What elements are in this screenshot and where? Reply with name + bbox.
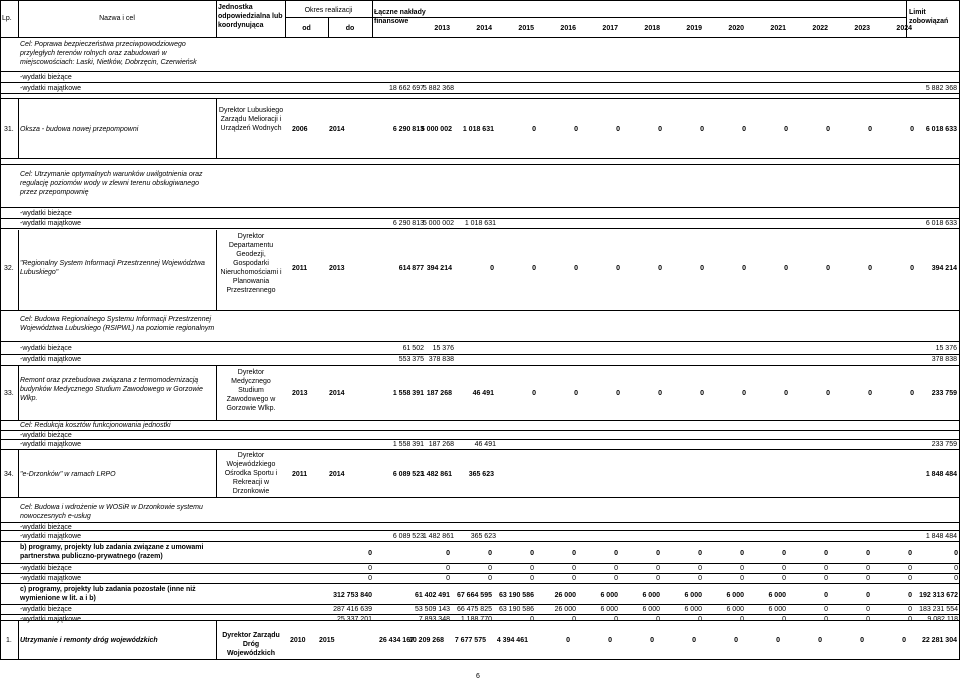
cell-limit: 0 [954, 565, 958, 572]
col-divider [216, 0, 217, 37]
cell-2018: 0 [658, 390, 662, 397]
header-year-2020: 2020 [728, 25, 744, 32]
capital-label: -wydatki majątkowe [20, 441, 82, 448]
cell-2017: 0 [614, 575, 618, 582]
cell-2023: 0 [860, 637, 864, 644]
project-name: Utrzymanie i remonty dróg wojewódzkich [20, 637, 158, 644]
cell-total: 18 662 697 [388, 85, 424, 92]
col-divider [216, 449, 217, 497]
cell-2023: 0 [866, 616, 870, 623]
capital-label: -wydatki majątkowe [20, 220, 82, 227]
cell-2017: 0 [616, 126, 620, 133]
row-line [0, 497, 960, 498]
cell-2014: 0 [488, 550, 492, 557]
header-year-2022: 2022 [812, 25, 828, 32]
header-year-2023: 2023 [854, 25, 870, 32]
cell-limit: 1 848 484 [925, 533, 957, 540]
cell-2019: 0 [698, 550, 702, 557]
project-name: Remont oraz przebudowa związana z termomodernizacją budynków Medycznego Studium Zawodowego w Gorzowie Wlkp. [20, 377, 203, 402]
cell-2013: 7 893 348 [418, 616, 450, 623]
section-c-label: c) programy, projekty lub zadania pozostałe (inne niż wymienione w lit. a i b) [20, 586, 196, 602]
cell-2014: 365 623 [470, 533, 496, 540]
cell-total: 0 [368, 550, 372, 557]
row-lp: 32. [4, 265, 14, 272]
cel-text: Cel: Budowa Regionalnego Systemu Informacji Przestrzennej Województwa Lubuskiego (RSIPWL) na poziomie regionalnym [20, 316, 215, 332]
section-b-label: b) programy, projekty lub zadania związane z umowami partnerstwa publiczno-prywatnego (razem) [20, 544, 204, 560]
cell-2022: 0 [818, 637, 822, 644]
header-year-2014: 2014 [476, 25, 492, 32]
row-line [0, 0, 960, 1]
cell-2018: 0 [656, 565, 660, 572]
cell-2021: 0 [776, 637, 780, 644]
row-line [0, 541, 960, 542]
cell-2022: 0 [824, 550, 828, 557]
cell-2018: 0 [656, 575, 660, 582]
cell-2022: 0 [824, 565, 828, 572]
cell-2013: 1 482 861 [422, 533, 454, 540]
cel-text: Cel: Utrzymanie optymalnych warunków uwilgotnienia oraz regulację poziomów wody w zlewni terenu obsługiwanego przez przepompownię [20, 171, 203, 196]
cell-2019: 6 000 [684, 606, 702, 613]
capital-label: -wydatki majątkowe [20, 575, 82, 582]
cell-2013: 187 268 [428, 441, 454, 448]
cell-2019: 0 [700, 265, 704, 272]
cell-2013: 10 209 268 [408, 637, 444, 644]
current-label: -wydatki bieżące [20, 606, 72, 613]
project-total: 26 434 167 [378, 637, 414, 644]
cell-2018: 0 [658, 126, 662, 133]
cell-2014: 0 [488, 565, 492, 572]
cell-2021: 0 [782, 565, 786, 572]
col-divider [18, 449, 19, 497]
cell-limit: 378 838 [931, 356, 957, 363]
cell-limit: 192 313 672 [919, 592, 958, 599]
cell-2020: 0 [740, 550, 744, 557]
cell-2022: 0 [824, 616, 828, 623]
project-unit: Dyrektor Zarządu Dróg Wojewódzkich [222, 632, 280, 657]
header-year-2021: 2021 [770, 25, 786, 32]
cell-2017: 6 000 [600, 592, 618, 599]
cell-2013: 1 482 861 [420, 471, 452, 478]
project-total: 614 877 [398, 265, 424, 272]
cell-2014: 0 [490, 265, 494, 272]
row-line [0, 93, 960, 94]
project-limit: 6 018 633 [925, 126, 957, 133]
cell-total: 1 558 391 [392, 441, 424, 448]
project-od: 2011 [292, 471, 308, 478]
project-od: 2013 [292, 390, 308, 397]
project-total: 1 558 391 [392, 390, 424, 397]
header-year-2024: 2024 [896, 25, 912, 32]
cell-2013: 5 000 002 [420, 126, 452, 133]
header-limit: Limit zobowiązań [909, 9, 949, 25]
cell-2022: 0 [826, 126, 830, 133]
col-divider [216, 230, 217, 310]
project-do: 2014 [329, 471, 345, 478]
cell-2014: 1 018 631 [464, 220, 496, 227]
row-line [0, 207, 960, 208]
cell-total: 25 337 201 [336, 616, 372, 623]
cell-2023: 0 [868, 265, 872, 272]
cell-2022: 0 [826, 390, 830, 397]
col-divider [216, 620, 217, 659]
cell-2017: 0 [616, 265, 620, 272]
cell-2024: 0 [910, 265, 914, 272]
col-divider [216, 366, 217, 420]
cel-text: Cel: Poprawa bezpieczeństwa przeciwpowodziowego przyległych terenów rolnych oraz zabudowań w miejscowościach: Laski, Nietków, Dobrzęcin, Czerwieńsk [20, 41, 197, 66]
cell-2013: 0 [446, 575, 450, 582]
cell-2017: 0 [614, 550, 618, 557]
cell-2017: 0 [614, 616, 618, 623]
cell-limit: 183 231 554 [919, 606, 958, 613]
project-do: 2015 [319, 637, 335, 644]
cell-2020: 6 000 [726, 592, 744, 599]
project-unit: Dyrektor Medycznego Studium Zawodowego w Gorzowie Wlkp. [226, 369, 276, 412]
cell-2022: 0 [824, 592, 828, 599]
cell-2021: 0 [784, 390, 788, 397]
cell-2024: 0 [910, 126, 914, 133]
header-od: od [302, 25, 311, 32]
cell-2024: 0 [908, 592, 912, 599]
cell-2014: 46 491 [474, 441, 496, 448]
project-unit: Dyrektor Wojewódzkiego Ośrodka Sportu i Rekreacji w Drzonkowie [224, 452, 278, 495]
project-do: 2013 [329, 265, 345, 272]
cell-2017: 0 [614, 565, 618, 572]
cell-total: 312 753 840 [333, 592, 372, 599]
capital-label: -wydatki majątkowe [20, 533, 82, 540]
cell-2016: 26 000 [554, 606, 576, 613]
row-line [0, 449, 960, 450]
cell-limit: 15 376 [935, 345, 957, 352]
current-label: -wydatki bieżące [20, 345, 72, 352]
header-year-2016: 2016 [560, 25, 576, 32]
cell-total: 61 502 [402, 345, 424, 352]
project-od: 2010 [290, 637, 306, 644]
cell-2021: 0 [782, 575, 786, 582]
cell-2021: 0 [784, 265, 788, 272]
project-name: "Regionalny System Informacji Przestrzennej Województwa Lubuskiego" [20, 260, 205, 276]
cell-2014: 365 623 [468, 471, 494, 478]
header-year-2017: 2017 [602, 25, 618, 32]
project-do: 2014 [329, 126, 345, 133]
cell-2019: 6 000 [684, 592, 702, 599]
cell-2013: 378 838 [428, 356, 454, 363]
header-year-2018: 2018 [644, 25, 660, 32]
cell-2018: 0 [650, 637, 654, 644]
cell-2023: 0 [866, 550, 870, 557]
row-line [0, 354, 960, 355]
current-label: -wydatki bieżące [20, 432, 72, 439]
cell-2018: 0 [656, 616, 660, 623]
cell-2023: 0 [866, 575, 870, 582]
row-lp: 1. [6, 637, 12, 644]
cell-2016: 0 [572, 550, 576, 557]
project-limit: 394 214 [931, 265, 957, 272]
project-name: "e-Drzonków" w ramach LRPO [20, 471, 116, 478]
cell-2014: 1 018 631 [462, 126, 494, 133]
cell-2016: 0 [566, 637, 570, 644]
project-unit: Dyrektor Lubuskiego Zarządu Melioracji i Urządzeń Wodnych [218, 107, 284, 132]
project-od: 2006 [292, 126, 308, 133]
row-line [0, 37, 960, 38]
cell-total: 6 290 813 [392, 220, 424, 227]
cell-2013: 53 509 143 [414, 606, 450, 613]
col-divider [18, 366, 19, 420]
cell-2020: 0 [734, 637, 738, 644]
capital-label: -wydatki majątkowe [20, 356, 82, 363]
cell-2021: 0 [782, 616, 786, 623]
row-line [0, 659, 960, 660]
cell-2023: 0 [866, 592, 870, 599]
project-limit: 22 281 304 [921, 637, 957, 644]
header-period: Okres realizacji [304, 7, 353, 14]
project-unit: Dyrektor Departamentu Geodezji, Gospodarki Nieruchomościami i Planowania Przestrzennego [220, 233, 282, 294]
cell-2018: 6 000 [642, 592, 660, 599]
cell-2024: 0 [908, 575, 912, 582]
cell-2019: 0 [692, 637, 696, 644]
cell-2018: 0 [656, 550, 660, 557]
cell-total: 0 [368, 565, 372, 572]
cell-limit: 9 082 118 [927, 616, 958, 623]
cell-2017: 0 [616, 390, 620, 397]
cell-2019: 0 [698, 616, 702, 623]
cell-limit: 233 759 [931, 441, 957, 448]
cell-2024: 0 [908, 550, 912, 557]
cell-2013: 0 [446, 565, 450, 572]
cel-text: Cel: Redukcja kosztów funkcjonowania jednostki [20, 422, 171, 429]
col-divider [18, 230, 19, 310]
cell-2018: 0 [658, 265, 662, 272]
page-number: 6 [476, 673, 480, 680]
cell-2017: 6 000 [600, 606, 618, 613]
cell-2015: 0 [530, 550, 534, 557]
cell-2021: 0 [782, 550, 786, 557]
cell-2024: 0 [902, 637, 906, 644]
row-line [0, 341, 960, 342]
col-divider [372, 0, 373, 37]
header-year-2015: 2015 [518, 25, 534, 32]
cell-2013: 61 402 491 [414, 592, 450, 599]
row-line [0, 430, 960, 431]
cell-limit: 6 018 633 [925, 220, 957, 227]
header-lp: Lp. [2, 15, 12, 22]
row-line [0, 365, 960, 366]
project-do: 2014 [329, 390, 345, 397]
cell-2020: 0 [742, 126, 746, 133]
col-divider [18, 98, 19, 158]
cell-2024: 0 [908, 616, 912, 623]
cell-2017: 0 [608, 637, 612, 644]
cell-2019: 0 [700, 390, 704, 397]
cell-2016: 0 [574, 126, 578, 133]
project-limit: 1 848 484 [925, 471, 957, 478]
cell-2024: 0 [908, 606, 912, 613]
row-line [0, 583, 960, 584]
cell-2015: 0 [530, 565, 534, 572]
cell-total: 6 089 523 [392, 533, 424, 540]
project-total: 6 089 523 [392, 471, 424, 478]
header-year-2019: 2019 [686, 25, 702, 32]
cell-2023: 0 [868, 390, 872, 397]
cell-2024: 0 [908, 565, 912, 572]
cell-total: 287 416 639 [333, 606, 372, 613]
cell-2020: 0 [742, 265, 746, 272]
row-line [0, 164, 960, 165]
cell-2013: 5 882 368 [422, 85, 454, 92]
cell-2013: 15 376 [432, 345, 454, 352]
cell-2015: 0 [530, 616, 534, 623]
cell-2022: 0 [826, 265, 830, 272]
cell-2013: 187 268 [426, 390, 452, 397]
cell-total: 0 [368, 575, 372, 582]
current-label: -wydatki bieżące [20, 565, 72, 572]
current-label: -wydatki bieżące [20, 210, 72, 217]
project-od: 2011 [292, 265, 308, 272]
cell-2021: 0 [784, 126, 788, 133]
row-lp: 33. [4, 390, 14, 397]
row-line [0, 158, 960, 159]
project-total: 6 290 813 [392, 126, 424, 133]
cell-2014: 67 664 595 [456, 592, 492, 599]
cell-2023: 0 [866, 606, 870, 613]
cell-2020: 6 000 [726, 606, 744, 613]
cell-2015: 4 394 461 [496, 637, 528, 644]
header-do: do [345, 25, 355, 32]
cell-2023: 0 [866, 565, 870, 572]
cell-2016: 0 [572, 575, 576, 582]
cell-2015: 0 [532, 126, 536, 133]
cell-limit: 0 [954, 575, 958, 582]
cell-2013: 5 000 002 [422, 220, 454, 227]
project-name: Oksza - budowa nowej przepompowni [20, 126, 139, 133]
cell-2014: 1 188 770 [460, 616, 492, 623]
cell-2015: 0 [532, 265, 536, 272]
cell-2014: 46 491 [472, 390, 494, 397]
cell-limit: 0 [954, 550, 958, 557]
cell-2019: 0 [698, 565, 702, 572]
cell-2015: 0 [532, 390, 536, 397]
cell-2015: 0 [530, 575, 534, 582]
cell-2014: 7 677 575 [454, 637, 486, 644]
header-year-2013: 2013 [434, 25, 450, 32]
cell-2018: 6 000 [642, 606, 660, 613]
cell-2016: 0 [572, 565, 576, 572]
cell-2022: 0 [824, 606, 828, 613]
col-divider [216, 98, 217, 158]
row-line [0, 530, 960, 531]
capital-label: -wydatki majątkowe [20, 616, 82, 623]
cell-2015: 63 190 586 [498, 606, 534, 613]
cell-2022: 0 [824, 575, 828, 582]
cell-2019: 0 [700, 126, 704, 133]
cell-2019: 0 [698, 575, 702, 582]
cell-2020: 0 [740, 575, 744, 582]
cell-2013: 394 214 [426, 265, 452, 272]
cell-total: 553 375 [398, 356, 424, 363]
cell-2024: 0 [910, 390, 914, 397]
cell-2020: 0 [740, 616, 744, 623]
cel-text: Cel: Budowa i wdrożenie w WOSiR w Drzonkowie systemu nowoczesnych e-usług [20, 504, 203, 520]
cell-2013: 0 [446, 550, 450, 557]
row-line [0, 522, 960, 523]
current-label: -wydatki bieżące [20, 524, 72, 531]
row-line [0, 310, 960, 311]
cell-2021: 6 000 [768, 606, 786, 613]
cell-2015: 63 190 586 [498, 592, 534, 599]
header-name: Nazwa i cel [99, 15, 135, 22]
cell-2014: 0 [488, 575, 492, 582]
cell-2023: 0 [868, 126, 872, 133]
capital-label: -wydatki majątkowe [20, 85, 82, 92]
header-total: Łączne nakłady finansowe [374, 9, 426, 25]
cell-2020: 0 [740, 565, 744, 572]
row-line [0, 98, 960, 99]
cell-2016: 0 [574, 265, 578, 272]
cell-2016: 0 [574, 390, 578, 397]
row-line [0, 71, 960, 72]
cell-2016: 0 [572, 616, 576, 623]
cell-2020: 0 [742, 390, 746, 397]
cell-2021: 6 000 [768, 592, 786, 599]
col-divider [18, 620, 19, 659]
project-limit: 233 759 [931, 390, 957, 397]
cell-limit: 5 882 368 [925, 85, 957, 92]
row-lp: 34. [4, 471, 14, 478]
row-line [0, 228, 960, 229]
cell-2014: 66 475 825 [456, 606, 492, 613]
current-label: -wydatki bieżące [20, 74, 72, 81]
row-line [0, 82, 960, 83]
header-unit: Jednostka odpowiedzialna lub koordynująca [218, 4, 283, 29]
row-lp: 31. [4, 126, 14, 133]
cell-2016: 26 000 [554, 592, 576, 599]
